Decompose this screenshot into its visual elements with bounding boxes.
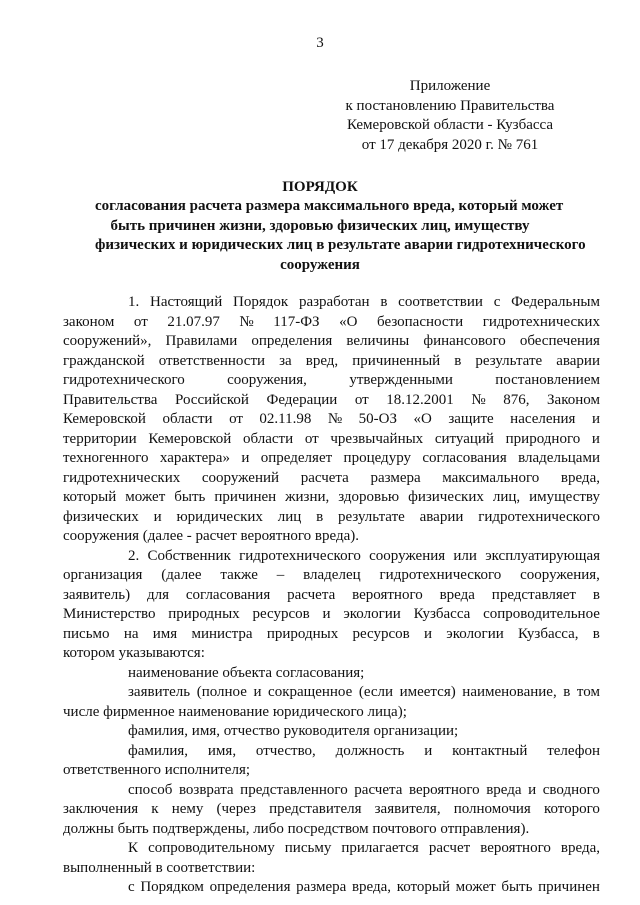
body-word: в [592,586,600,603]
body-word: ответственности [158,352,266,369]
body-line [63,761,600,781]
body-word: гражданской [63,352,145,369]
body-word: (через [216,801,256,817]
body-word: заявителя, [374,801,441,817]
body-word: сооружения, [227,372,307,388]
body-word: имеется) [399,684,456,700]
appendix-line: Кемеровской области - Кузбасса [346,117,554,133]
body-word: или [453,547,477,564]
body-word: природных [266,625,339,642]
body-word: «О [339,313,358,330]
body-word: сооружения [369,547,446,564]
body-word: быть [501,879,533,895]
body-word: процедуру [343,450,411,466]
body-word: Правительства [63,391,158,408]
body-word: К [128,840,139,856]
body-word: заявитель) [63,586,131,603]
body-word: гидротехнических [63,469,181,486]
body-word: «О [413,411,432,427]
body-line-text: числе фирменное наименование юридического лица); [63,703,407,720]
subtitle-line: быть причинен жизни, здоровью физических лиц, имуществу [110,217,530,234]
body-word: гидротехнического [379,567,502,583]
body-line [63,586,600,606]
body-word: и [253,684,262,700]
body-line-text: фамилия, имя, отчество руководителя организации; [128,723,459,739]
body-line [63,664,600,684]
body-line [63,508,600,528]
body-word: и [424,625,433,642]
body-word: финансового [423,333,506,349]
body-word: и [528,781,537,798]
body-line [63,469,600,489]
body-line [63,488,600,508]
body-word: и [424,742,433,759]
body-word: и [591,411,600,427]
body-word: заявитель [128,684,191,700]
body-word: Министерство [63,606,156,622]
body-word: быть [174,489,206,505]
body-word: представленного [240,781,348,798]
body-word: которого [543,801,600,817]
body-word: сопроводительному [148,840,275,856]
body-word: Порядок [233,294,289,310]
body-line [63,410,600,430]
body-line [63,313,600,333]
body-word: сооружений [201,469,280,486]
body-word: согласования [185,586,271,603]
body-word: области [242,430,294,447]
body-word: имуществу [529,489,600,505]
body-word: физических [63,508,139,525]
body-word: с [128,879,135,895]
body-line [63,859,600,879]
body-word: Настоящий [150,294,223,310]
body-word: обеспечения [519,333,600,349]
body-word: вреда, [560,840,600,856]
body-word: Кузбасса [413,606,471,622]
appendix-line: от 17 декабря 2020 г. № 761 [361,136,539,153]
body-word: для [147,586,170,603]
body-word: гидротехнических [482,313,600,330]
body-word: от [354,391,369,408]
body-word: (полное [196,684,247,700]
body-word: имя [152,625,178,642]
body-word: который [63,489,117,505]
body-line [63,566,600,586]
body-word: вреда, [351,879,392,895]
body-word: за [279,352,292,369]
body-word: может [455,879,496,895]
body-word: Кемеровской [63,411,146,427]
appendix-line: Приложение [409,78,491,94]
body-line-text: выполненный в соответствии: [63,859,256,876]
body-word: сокращенное [268,684,353,700]
body-word: вреда [439,586,475,603]
body-word: должность [335,742,405,759]
body-word: природного [505,430,581,447]
body-word: характера» [159,450,230,466]
body-word: письму [284,840,332,856]
body-word: эксплуатирующая [485,547,600,564]
body-line [63,800,600,820]
body-word: в [316,508,324,525]
body-word: вреда [486,781,522,798]
appendix-block [300,77,600,155]
body-line [63,644,600,664]
body-word: 1. [128,294,140,310]
body-word: 18.12.2001 [386,391,454,408]
body-word: сооружений», [63,333,152,349]
body-word: имя, [207,742,237,759]
body-word: Кемеровской [148,430,232,447]
body-word: Правилами [165,333,238,349]
body-word: от [133,313,148,330]
body-word: 876, [503,391,530,408]
body-line [63,820,600,840]
body-word: расчета [354,781,403,798]
body-word: заключения [63,801,139,817]
body-word: вероятного [409,781,480,798]
body-word: вероятного [480,840,551,856]
body-word: вреда, [560,469,600,486]
body-line [63,430,600,450]
body-word: расчета [300,469,349,486]
body-line [63,625,600,645]
body-word: в [380,294,388,310]
body-word: 50-ОЗ [358,411,397,427]
body-word: Собственник [147,547,231,564]
body-word: (далее [161,567,202,583]
body-line-text: котором указываются: [63,645,205,661]
document-title: ПОРЯДОК [282,179,358,195]
body-word: представляет [491,586,576,603]
body-word: (если [358,684,394,700]
body-word: от [229,411,243,427]
body-word: в [592,625,600,642]
body-word: утвержденными [349,372,453,388]
body-word: причинен [538,879,600,895]
body-line-text: должны быть подтверждены, либо посредством почтового отправления). [63,820,530,837]
body-line [63,878,600,898]
body-word: результате [475,352,543,369]
body-word: № [239,313,254,330]
body-word: лиц, [492,489,521,505]
body-word: контактный [452,742,528,759]
body-word: владельцами [518,450,600,466]
body-word: ресурсов [352,625,410,642]
body-word: здоровью [338,489,400,505]
body-word: министра [191,625,253,642]
body-line-text: ответственного исполнителя; [63,762,251,778]
body-word: причиненный [352,352,441,369]
body-line [63,781,600,801]
body-word: законом [63,313,115,330]
body-word: на [123,625,139,642]
body-word: техногенного [63,450,149,466]
body-word: фамилия, [128,742,189,759]
body-word: и [591,430,600,447]
body-line [63,391,600,411]
body-word: с [493,294,501,310]
body-word: соответствии [398,294,483,310]
body-word: области [162,411,213,427]
body-word: Федерации [266,391,338,408]
body-word: сводного [542,781,600,798]
body-word: 2. [128,547,140,564]
body-word: размера [370,469,421,486]
body-word: причинен [214,489,277,505]
body-word: Федеральным [511,294,600,310]
body-word: полномочия [453,801,531,817]
body-word: экологии [343,606,401,622]
body-word: – [276,567,285,583]
subtitle-line: физических и юридических лиц в результате аварии гидротехнического [95,237,586,253]
body-word: вред, [305,352,339,369]
body-word: также [220,567,258,583]
body-word: в [563,684,571,700]
appendix-line: к постановлению Правительства [345,97,555,114]
body-line [63,605,600,625]
body-line-text: наименование объекта согласования; [128,664,365,681]
page-number: 3 [316,35,324,51]
body-line [63,547,600,567]
body-word: № [471,391,486,408]
body-word: величины [346,333,410,349]
body-word: отчество, [255,742,316,759]
body-word: населения [510,411,576,427]
body-word: нему [171,801,204,817]
body-line [63,527,600,547]
body-word: расчета [287,586,336,603]
subtitle-line: согласования расчета размера максимального вреда, который может [95,198,564,214]
body-word: представителя [269,801,362,817]
body-line [63,449,600,469]
body-word: физических [408,489,484,505]
body-word: сопроводительное [483,606,600,622]
body-line [63,703,600,723]
body-word: Порядком [140,879,204,895]
body-word: наименование, [462,684,557,700]
body-word: юридических [176,508,263,525]
body-word: телефон [547,742,600,759]
body-word: постановлением [495,372,600,388]
body-word: лиц [277,508,302,525]
body-line [63,722,600,742]
body-word: который [396,879,451,895]
body-word: расчет [428,840,471,856]
body-line [63,839,600,859]
body-word: ситуаций [434,430,494,447]
body-word: в [454,352,462,369]
body-word: территории [63,430,137,447]
body-word: природных [168,606,240,622]
body-word: жизни, [285,489,330,505]
body-word: гидротехнического [63,372,185,388]
body-word: гидротехнического [478,508,600,525]
subtitle-line: сооружения [280,256,360,273]
body-word: 21.07.97 [167,313,220,330]
body-word: согласования [422,450,507,466]
body-word: чрезвычайных [330,430,424,447]
body-word: организация [63,567,143,583]
body-word: может [125,489,166,505]
body-word: прилагается [341,840,419,856]
body-word: письмо [63,625,110,642]
body-word: аварии [556,352,600,369]
body-word: от [304,430,319,447]
body-word: защите [448,411,494,427]
body-word: ресурсов [252,606,310,622]
body-word: определяет [260,450,333,466]
body-word: том [576,684,600,700]
body-word: определения [251,333,333,349]
document-subtitle [95,197,586,275]
body-word: безопасности [377,313,464,330]
body-word: владелец [303,567,361,583]
body-line [63,352,600,372]
body-word: аварии [419,508,464,525]
body-word: 117-ФЗ [273,313,320,330]
body-word: № [327,411,343,427]
body-line-text: сооружения (далее - расчет вероятного вреда). [63,528,359,544]
body-word: гидротехнического [239,547,361,564]
body-line [63,371,600,391]
body-line [63,742,600,762]
body-word: определения [209,879,291,895]
body-word: Российской [174,391,249,408]
body-word: результате [338,508,405,525]
body-line [63,293,600,313]
body-word: к [151,801,159,817]
body-word: способ [128,781,173,798]
body-line [63,332,600,352]
body-word: сооружения, [520,567,600,583]
document-body [63,293,600,898]
body-word: возврата [178,781,234,798]
body-word: максимального [442,469,540,486]
body-word: и [241,450,250,466]
body-word: и [322,606,331,622]
body-word: и [153,508,162,525]
body-word: вероятного [352,586,423,603]
body-word: размера [296,879,347,895]
body-word: экологии [446,625,504,642]
body-word: разработан [298,294,370,310]
body-line [63,683,600,703]
body-word: Кузбасса, [518,625,579,642]
body-word: Законом [547,391,600,408]
body-word: 02.11.98 [259,411,312,427]
